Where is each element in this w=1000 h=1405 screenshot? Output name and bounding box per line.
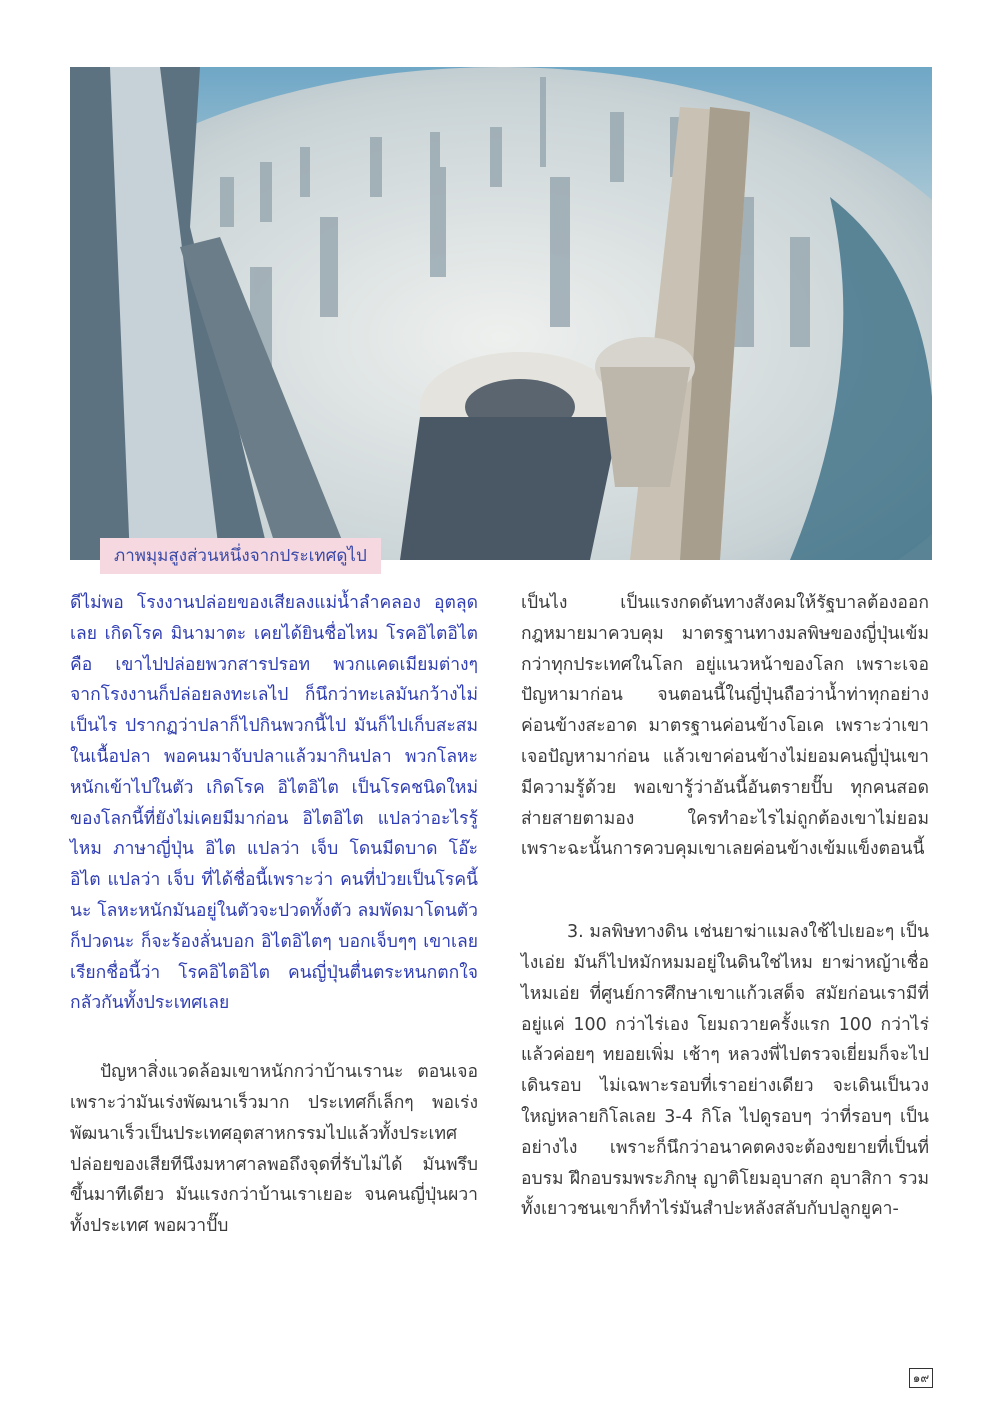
- skyline-photo: [70, 67, 932, 560]
- left-text-column: [70, 588, 478, 1242]
- left-paragraph-2: ปัญหาสิ่งแวดล้อมเขาหนักกว่าบ้านเรานะ ตอนเจอ เพราะว่ามันเร่งพัฒนาเร็วมาก ประเทศก็เล็กๆ พอเร่งพัฒนาเร็วเป็นประเทศอุตสาหกรรมไปแล้วทั้งประเทศ ปล่อยของเสียทีนึงมหาศาลพอถึงจุดที่รับไม่ได้ มันพรึบขึ้นมาทีเดียว มันแรงกว่าบ้านเราเยอะ จนคนญี่ปุ่นผวาทั้งประเทศ พอผวาปั๊บ: [70, 1062, 478, 1237]
- photo-caption: ภาพมุมสูงส่วนหนึ่งจากประเทศดูไป: [100, 538, 381, 574]
- right-paragraph-1: เป็นไง เป็นแรงกดดันทางสังคมให้รัฐบาลต้องออกกฎหมายมาควบคุม มาตรฐานทางมลพิษของญี่ปุ่นเข้มกว่าทุกประเทศในโลก อยู่แนวหน้าของโลก เพราะเจอปัญหามาก่อน จนตอนนี้ในญี่ปุ่นถือว่าน้ำท่าทุกอย่างค่อนข้างสะอาด มาตรฐานค่อนข้างโอเค เพราะว่าเขาเจอปัญหามาก่อน แล้วเขาค่อนข้างไม่ยอมคนญี่ปุ่นเขามีความรู้ด้วย พอเขารู้ว่าอันนี้อันตรายปั๊บ ทุกคนสอดส่ายสายตามอง ใครทำอะไรไม่ถูกต้องเขาไม่ยอม เพราะฉะนั้นการควบคุมเขาเลยค่อนข้างเข้มแข็งตอนนี้: [521, 593, 929, 860]
- right-text-column: [521, 588, 929, 1225]
- page-number: ๑๙: [909, 1368, 933, 1388]
- right-paragraph-2: 3. มลพิษทางดิน เช่นยาฆ่าแมลงใช้ไปเยอะๆ เป็นไงเอ่ย มันก็ไปหมักหมมอยู่ในดินใช่ไหม ยาฆ่าหญ้าเชื่อไหมเอ่ย ที่ศูนย์การศึกษาเขาแก้วเสด็จ สมัยก่อนเรามีที่อยู่แค่ 100 กว่าไร่เอง โยมถวายครั้งแรก 100 กว่าไร่ แล้วค่อยๆ ทยอยเพิ่ม เช้าๆ หลวงพี่ไปตรวจเยี่ยมก็จะไปเดินรอบ ไม่เฉพาะรอบที่เราอย่างเดียว จะเดินเป็นวงใหญ่หลายกิโลเลย 3-4 กิโล ไปดูรอบๆ ว่าที่รอบๆ เป็นอย่างไง เพราะก็นึกว่าอนาคตคงจะต้องขยายที่เป็นที่อบรม ฝึกอบรมพระภิกษุ ญาติโยมอุบาสก อุบาสิกา รวมทั้งเยาวชนเขาก็ทำไร่มันสำปะหลังสลับกับปลูกยูคา-: [521, 922, 929, 1220]
- skyline-illustration: [70, 67, 932, 560]
- left-paragraph-1: ดีไม่พอ โรงงานปล่อยของเสียลงแม่น้ำลำคลอง อุตลุดเลย เกิดโรค มินามาตะ เคยได้ยินชื่อไหม โรคอิไตอิไต คือ เขาไปปล่อยพวกสารปรอท พวกแคดเมียมต่างๆ จากโรงงานก็ปล่อยลงทะเลไป ก็นึกว่าทะเลมันกว้างไม่เป็นไร ปรากฏว่าปลาก็ไปกินพวกนี้ไป มันก็ไปเก็บสะสมในเนื้อปลา พอคนมาจับปลาแล้วมากินปลา พวกโลหะหนักเข้าไปในตัว เกิดโรค อิไตอิไต เป็นโรคชนิดใหม่ของโลกนี้ที่ยังไม่เคยมีมาก่อน อิไตอิไต แปลว่าอะไรรู้ไหม ภาษาญี่ปุ่น อิไต แปลว่า เจ็บ โดนมีดบาด โอ๊ะ อิไต แปลว่า เจ็บ ที่ได้ชื่อนี้เพราะว่า คนที่ป่วยเป็นโรคนี้นะ โลหะหนักมันอยู่ในตัวจะปวดทั้งตัว ลมพัดมาโดนตัวก็ปวดนะ ก็จะร้องลั่นบอก อิไตอิไตๆ บอกเจ็บๆๆ เขาเลยเรียกชื่อนี้ว่า โรคอิไตอิไต คนญี่ปุ่นตื่นตระหนกตกใจกลัวกันทั้งประเทศเลย: [70, 593, 478, 1014]
